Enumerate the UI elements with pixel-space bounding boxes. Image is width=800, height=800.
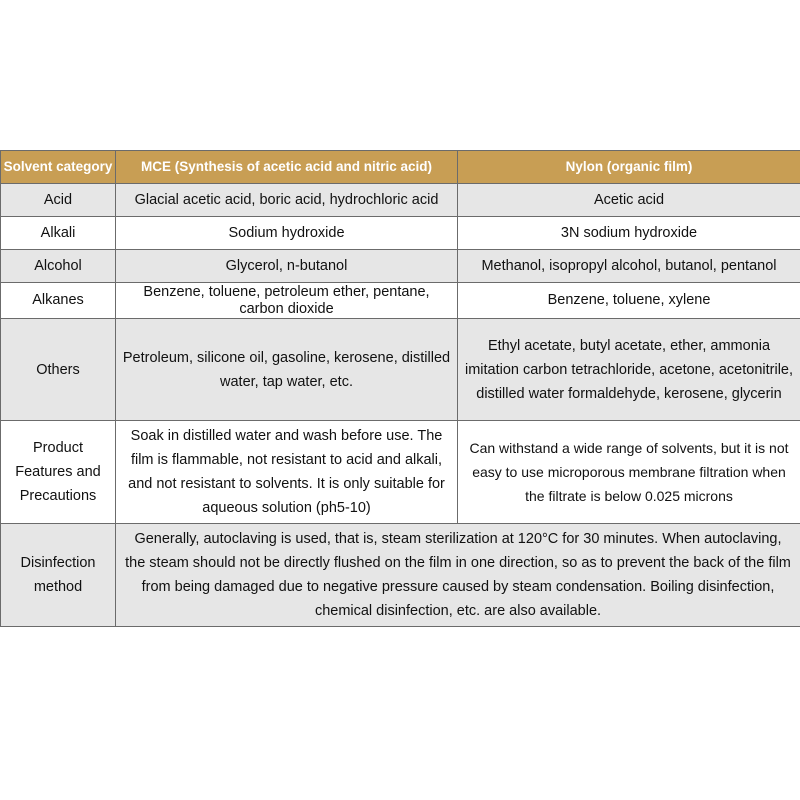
category-cell: Alkali	[1, 217, 116, 250]
table-row-alcohol	[1, 250, 800, 283]
nylon-cell: Ethyl acetate, butyl acetate, ether, ammonia imitation carbon tetrachloride, acetone, acetonitrile, distilled water formaldehyde, kerosene, glycerin	[458, 319, 800, 421]
mce-cell: Sodium hydroxide	[116, 217, 458, 250]
solvent-compatibility-table-wrap	[0, 150, 800, 627]
category-cell: Others	[1, 319, 116, 421]
header-nylon: Nylon (organic film)	[458, 151, 800, 184]
mce-cell: Glycerol, n-butanol	[116, 250, 458, 283]
category-cell: Disinfection method	[1, 524, 116, 627]
table-row-alkanes	[1, 283, 800, 319]
mce-cell: Glacial acetic acid, boric acid, hydrochloric acid	[116, 184, 458, 217]
nylon-cell: Acetic acid	[458, 184, 800, 217]
category-cell: Alkanes	[1, 283, 116, 319]
header-mce: MCE (Synthesis of acetic acid and nitric acid)	[116, 151, 458, 184]
category-cell: Acid	[1, 184, 116, 217]
mce-cell: Petroleum, silicone oil, gasoline, kerosene, distilled water, tap water, etc.	[116, 319, 458, 421]
table-row-disinfection	[1, 524, 800, 627]
nylon-cell: Methanol, isopropyl alcohol, butanol, pentanol	[458, 250, 800, 283]
nylon-cell: Benzene, toluene, xylene	[458, 283, 800, 319]
table-row-acid	[1, 184, 800, 217]
nylon-cell: 3N sodium hydroxide	[458, 217, 800, 250]
solvent-compatibility-table	[0, 150, 800, 627]
mce-cell: Soak in distilled water and wash before use. The film is flammable, not resistant to acid and alkali, and not resistant to solvents. It is only suitable for aqueous solution (ph5-10)	[116, 421, 458, 524]
table-row-product-features	[1, 421, 800, 524]
header-solvent-category: Solvent category	[1, 151, 116, 184]
category-cell: Alcohol	[1, 250, 116, 283]
mce-cell: Benzene, toluene, petroleum ether, pentane, carbon dioxide	[116, 283, 458, 319]
table-row-alkali	[1, 217, 800, 250]
nylon-cell: Can withstand a wide range of solvents, but it is not easy to use microporous membrane filtration when the filtrate is below 0.025 microns	[458, 421, 800, 524]
category-cell: Product Features and Precautions	[1, 421, 116, 524]
table-header-row	[1, 151, 800, 184]
disinfection-text-cell: Generally, autoclaving is used, that is, steam sterilization at 120°C for 30 minutes. When autoclaving, the steam should not be directly flushed on the film in one direction, so as to prevent the back of the film from being damaged due to negative pressure caused by steam condensation. Boiling disinfection, chemical disinfection, etc. are also available.	[116, 524, 800, 627]
table-row-others	[1, 319, 800, 421]
